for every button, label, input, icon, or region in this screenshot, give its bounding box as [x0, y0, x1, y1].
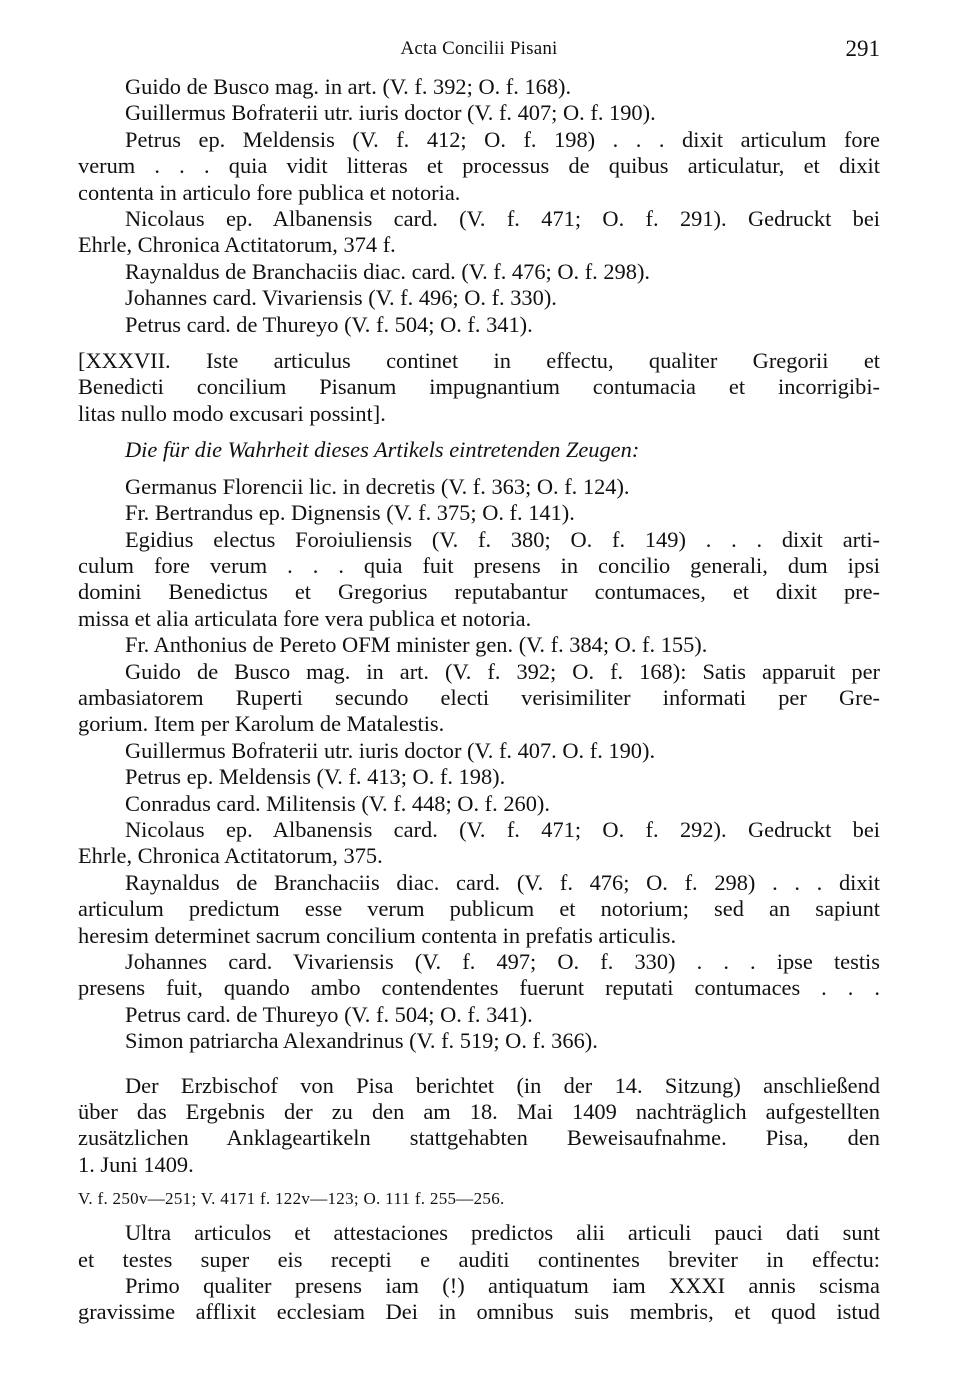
- text-line: culum fore verum . . . quia fuit presens in concilio generali, dum ipsi: [78, 552, 880, 578]
- article-xxxvii: [78, 348, 880, 427]
- text-line: Petrus ep. Meldensis (V. f. 413; O. f. 198).: [125, 764, 506, 790]
- text-line: Raynaldus de Branchaciis diac. card. (V. f. 476; O. f. 298) . . . dixit: [125, 869, 880, 895]
- text-line: gorium. Item per Karolum de Matalestis.: [78, 711, 445, 737]
- text-line: contenta in articulo fore publica et notoria.: [78, 179, 461, 205]
- source-reference: V. f. 250v—251; V. 4171 f. 122v—123; O. 111 f. 255—256.: [78, 1189, 505, 1209]
- text-line: Germanus Florencii lic. in decretis (V. f. 363; O. f. 124).: [125, 473, 630, 499]
- text-line: Fr. Anthonius de Pereto OFM minister gen. (V. f. 384; O. f. 155).: [125, 632, 708, 658]
- text-line: [XXXVII. Iste articulus continet in effectu, qualiter Gregorii et: [78, 348, 880, 374]
- closing-paragraph: [78, 1220, 880, 1326]
- text-line: litas nullo modo excusari possint].: [78, 400, 386, 426]
- summary-paragraph: [78, 1073, 880, 1179]
- text-line: Johannes card. Vivariensis (V. f. 497; O. f. 330) . . . ipse testis: [125, 949, 880, 974]
- text-line: Ultra articulos et attestaciones predictos alii articuli pauci dati sunt: [125, 1220, 880, 1246]
- text-line: heresim determinet sacrum concilium contenta in prefatis articulis.: [78, 922, 677, 948]
- witness-list-xxxvii: [78, 474, 880, 1055]
- text-line: Nicolaus ep. Albanensis card. (V. f. 471; O. f. 291). Gedruckt bei: [125, 206, 880, 232]
- text-line: articulum predictum esse verum publicum et notorium; sed an sapiunt: [78, 896, 880, 922]
- text-line: zusätzlichen Anklageartikeln stattgehabten Beweisaufnahme. Pisa, den: [78, 1125, 880, 1151]
- text-line: Benedicti concilium Pisanum impugnantium contumacia et incorrigibi-: [78, 374, 880, 400]
- text-line: presens fuit, quando ambo contendentes fuerunt reputati contumaces . . .: [78, 975, 880, 1001]
- text-line: gravissime afflixit ecclesiam Dei in omnibus suis membris, et quod istud: [78, 1299, 880, 1325]
- text-line: Conradus card. Militensis (V. f. 448; O. f. 260).: [125, 790, 550, 816]
- text-line: Primo qualiter presens iam (!) antiquatum iam XXXI annis scisma: [125, 1273, 880, 1299]
- text-line: Fr. Bertrandus ep. Dignensis (V. f. 375; O. f. 141).: [125, 500, 575, 526]
- text-line: Ehrle, Chronica Actitatorum, 375.: [78, 843, 383, 869]
- text-line: Petrus card. de Thureyo (V. f. 504; O. f. 341).: [125, 311, 533, 337]
- witness-list-previous: [78, 74, 880, 338]
- text-line: Raynaldus de Branchaciis diac. card. (V. f. 476; O. f. 298).: [125, 258, 650, 284]
- text-line: Petrus card. de Thureyo (V. f. 504; O. f. 341).: [125, 1001, 533, 1027]
- text-line: ambasiatorem Ruperti secundo electi verisimiliter informati per Gre-: [78, 684, 880, 710]
- page-header: [78, 30, 880, 74]
- text-line: Egidius electus Foroiuliensis (V. f. 380; O. f. 149) . . . dixit arti-: [125, 526, 880, 552]
- text-line: Nicolaus ep. Albanensis card. (V. f. 471; O. f. 292). Gedruckt bei: [125, 816, 880, 842]
- text-line: Der Erzbischof von Pisa berichtet (in der 14. Sitzung) anschließend: [125, 1072, 880, 1098]
- text-line: Guillermus Bofraterii utr. iuris doctor (V. f. 407; O. f. 190).: [125, 100, 656, 126]
- text-line: Johannes card. Vivariensis (V. f. 496; O. f. 330).: [125, 285, 557, 311]
- text-line: Guido de Busco mag. in art. (V. f. 392; O. f. 168): Satis apparuit per: [125, 658, 880, 684]
- text-line: 1. Juni 1409.: [78, 1151, 194, 1177]
- text-line: Petrus ep. Meldensis (V. f. 412; O. f. 198) . . . dixit articulum fore: [125, 126, 880, 152]
- text-line: Simon patriarcha Alexandrinus (V. f. 519; O. f. 366).: [125, 1028, 598, 1054]
- witness-heading: Die für die Wahrheit dieses Artikels eintretenden Zeugen:: [125, 437, 640, 463]
- running-title: Acta Concilii Pisani: [400, 38, 558, 59]
- text-line: missa et alia articulata fore vera publica et notoria.: [78, 605, 532, 631]
- text-line: domini Benedictus et Gregorius reputabantur contumaces, et dixit pre-: [78, 579, 880, 605]
- page-number: 291: [845, 36, 880, 61]
- text-line: Ehrle, Chronica Actitatorum, 374 f.: [78, 232, 396, 258]
- text-line: über das Ergebnis der zu den am 18. Mai 1409 nachträglich aufgestellten: [78, 1099, 880, 1125]
- document-page: [78, 30, 880, 1326]
- text-line: Guillermus Bofraterii utr. iuris doctor (V. f. 407. O. f. 190).: [125, 737, 656, 763]
- text-line: Guido de Busco mag. in art. (V. f. 392; O. f. 168).: [125, 74, 572, 99]
- text-line: et testes super eis recepti e auditi continentes breviter in effectu:: [78, 1246, 880, 1272]
- text-line: verum . . . quia vidit litteras et processus de quibus articulatur, et dixit: [78, 153, 880, 179]
